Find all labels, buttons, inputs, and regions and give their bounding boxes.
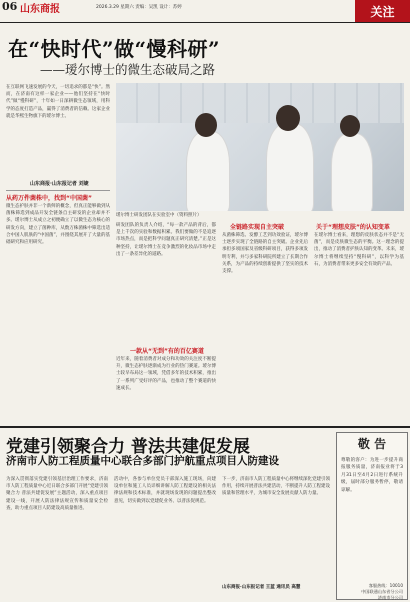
- article1-col3-text2: 在瑷尔博士看来，理想的皮肤状态并不是“无菌”，而是皮肤微生态的平衡。这一理念的提出，推动了消费者护肤认知的变革。未来，瑷尔博士将继续坚持“慢科研”，以科学为基石，为消费者带来更多安全有效的产品。: [314, 233, 404, 267]
- section-label: 关注: [355, 0, 410, 22]
- article1-col1-heading: 从药万件菌株中，找到“中国菌”: [6, 195, 92, 202]
- article2-col3-text: 下一步，济南市人防工程质量中心将继续深化党建引领作用，持续开展普法共建活动，不断提升人防工程建设质量和管理水平，为城市安全发展贡献人防力量。: [222, 477, 330, 497]
- column-divider: [6, 190, 110, 191]
- article1-col3-text: 从菌株筛选、发酵工艺到功效验证，瑷尔博士逐步实现了全链路的自主突破。企业先后承担多项国家及省级科研项目，获得多项发明专利，并与多家科研院所建立了长期合作关系，为产品的持续创新提供了坚实的技术支撑。: [222, 233, 308, 275]
- headline-subtitle: ——瑷尔博士的微生态破局之路: [40, 62, 216, 77]
- notice-title: 敬 告: [357, 437, 387, 451]
- section-divider: [0, 426, 410, 428]
- article2-title: 党建引领聚合力 普法共建促发展: [6, 437, 250, 457]
- article1-col3-heading2: 关于“理想皮肤”的认知变革: [316, 224, 390, 231]
- masthead-rule: [0, 22, 410, 23]
- article1-col2-heading: 一款从“无到”有的百亿赛道: [130, 348, 204, 355]
- issue-info: 2026.3.29 星期六 责编：吴凯 设计：苏婷: [96, 5, 182, 10]
- notice-footer: 客服热线：10010 中国联通山东省分公司 济南市分公司: [361, 583, 403, 600]
- notice-box: [336, 432, 408, 600]
- headline-title: 在“快时代”做“慢科研”: [8, 37, 221, 61]
- researcher-figure: [266, 123, 314, 211]
- lab-photo: [116, 83, 404, 211]
- researcher-figure: [186, 131, 230, 211]
- article1-col2-text: 研发团队的负责人介绍，“每一款产品的背后，都是上千次的实验和数据积累。我们要做的不是追逐市场热点，而是把科学问题真正研究清楚。”正是这种坚持，让瑷尔博士在竞争激烈的化妆品市场中走出了一条差异化的道路。: [116, 223, 216, 257]
- article2-col1-text: 为深入贯彻落实党建引领基层治理工作要求，济南市人防工程质量中心近日联合多部门开展“党建引领聚合力 普法共建促发展”主题活动，深入重点项目建设一线，开展人防法律法规宣传和质量安全检查，助力重点项目人防建设高质量推进。: [6, 477, 108, 511]
- article2-byline: 山东商报·山东报记者 王蓝 通讯员 高慧: [222, 585, 301, 590]
- lab-shelf: [116, 83, 404, 123]
- paper-name: 山东商报: [20, 4, 60, 15]
- article1-col3-heading: 全链路实现自主突破: [230, 224, 285, 231]
- page-number: 06: [2, 0, 18, 13]
- article1-col2-text2: 近年来，随着消费者对成分和功效的关注度不断提升，微生态护肤逐渐成为行业的热门赛道。瑷尔博士较早布局这一领域，凭借多年的技术积累，推出了一系列广受好评的产品，也推动了整个赛道的快速成长。: [116, 357, 216, 391]
- researcher-head: [276, 105, 300, 131]
- article1-col1-text2: 微生态护肤并非一个新鲜的概念，但真正能够做到从菌株筛选到成品开发全链条自主研发的企业却并不多。瑷尔博士从成立之初便确立了以微生态为核心的研发方向，建立了菌种库，从数万株菌株中筛选出适合中国人肌肤的“中国菌”，并围绕其展开了大量的基础研究和应用研究。: [6, 204, 110, 246]
- article1-col1-text: 在互联网飞速发展的今天，一切追求的都是“快”。然而，在济南有这样一家企业——他们坚持在“快时代”做“慢科研”，十年如一日深耕微生态领域，用科学的态度打造产品，赢得了消费者的信赖。这家企业就是华熙生物旗下的瑷尔博士。: [6, 85, 110, 119]
- article2-col2-text: 活动中，各参与单位党员干部深入施工现场，向建设单位和施工人员详细讲解人防工程建设的相关法律法规和技术标准，并就现场发现的问题提出整改意见，切实做到以党建促业务、以普法促规范。: [114, 477, 216, 504]
- notice-text: 尊敬的客户：为进一步提升商报服务质量，济南报业将于3月31日至4月2日进行系统升级，届时部分服务暂停，敬请谅解。: [341, 458, 403, 493]
- researcher-head: [195, 113, 217, 137]
- researcher-figure: [331, 133, 373, 211]
- photo-caption: 瑷尔博士研发团队在实验室中（资料照片）: [116, 213, 202, 218]
- article2-subtitle: 济南市人防工程质量中心联合多部门护航重点项目人防建设: [6, 455, 279, 467]
- article1-byline: 山东商报·山东报记者 刘婕: [30, 181, 89, 187]
- researcher-head: [340, 115, 360, 137]
- masthead: [0, 0, 410, 13]
